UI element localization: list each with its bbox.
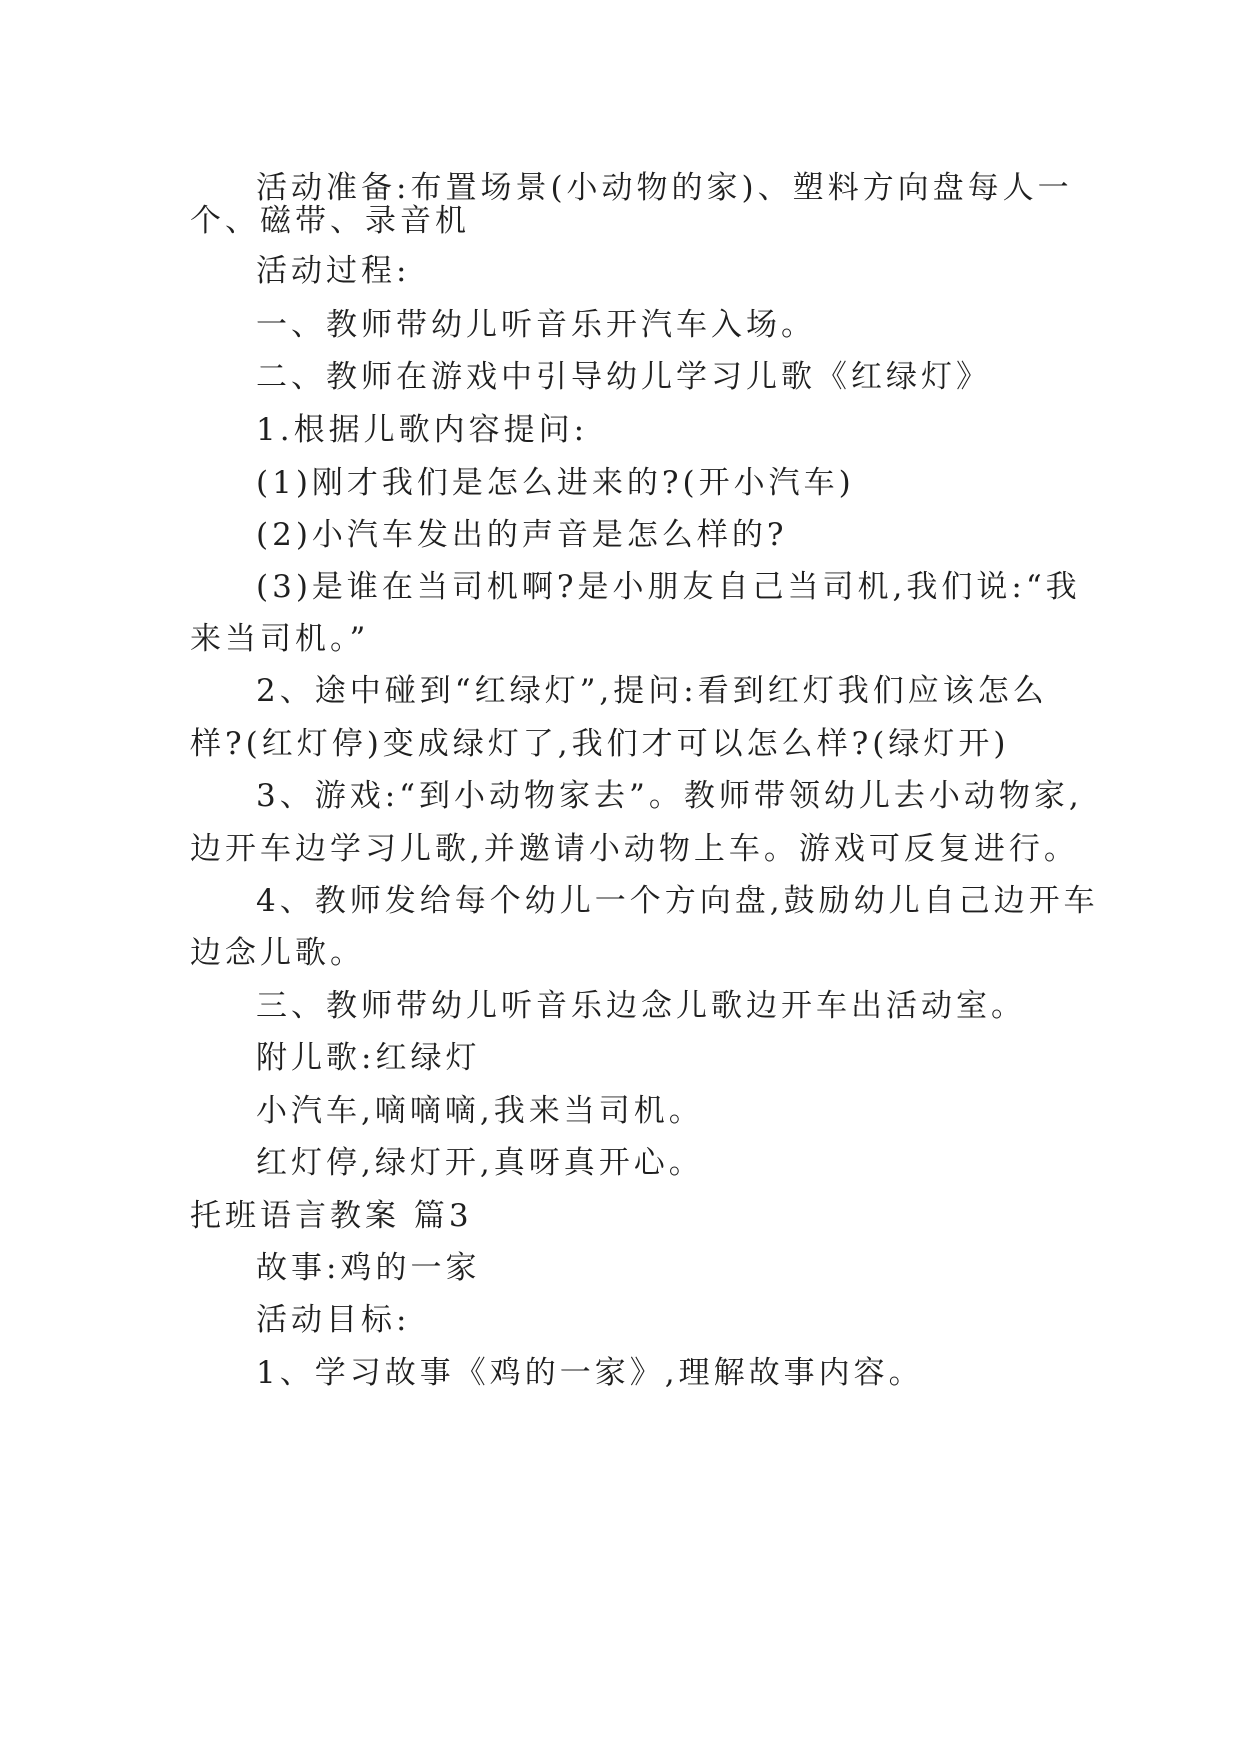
paragraph-line: 一、教师带幼儿听音乐开汽车入场。 [256,307,816,343]
paragraph-line: 活动准备:布置场景(小动物的家)、塑料方向盘每人一 [256,170,1073,206]
paragraph-line: (1)刚才我们是怎么进来的?(开小汽车) [256,465,855,501]
paragraph-line: 附儿歌:红绿灯 [256,1040,481,1076]
paragraph-line: 4、教师发给每个幼儿一个方向盘,鼓励幼儿自己边开车 [256,883,1099,919]
paragraph-line: 样?(红灯停)变成绿灯了,我们才可以怎么样?(绿灯开) [190,726,1010,762]
paragraph-line: 活动过程: [256,253,411,289]
paragraph-line: (3)是谁在当司机啊?是小朋友自己当司机,我们说:“我 [256,569,1081,605]
paragraph-line: 二、教师在游戏中引导幼儿学习儿歌《红绿灯》 [256,359,991,395]
paragraph-line: 1.根据儿歌内容提问: [256,412,589,448]
paragraph-line: 三、教师带幼儿听音乐边念儿歌边开车出活动室。 [256,988,1026,1024]
paragraph-line: 来当司机。” [190,621,370,657]
paragraph-line: 1、学习故事《鸡的一家》,理解故事内容。 [256,1355,924,1391]
paragraph-line: 红灯停,绿灯开,真呀真开心。 [256,1145,704,1181]
paragraph-line: (2)小汽车发出的声音是怎么样的? [256,517,788,553]
paragraph-line: 3、游戏:“到小动物家去”。教师带领幼儿去小动物家, [256,778,1083,814]
paragraph-line: 小汽车,嘀嘀嘀,我来当司机。 [256,1093,704,1129]
paragraph-line: 2、途中碰到“红绿灯”,提问:看到红灯我们应该怎么 [256,673,1048,709]
paragraph-line: 边念儿歌。 [190,935,365,971]
paragraph-line: 个、磁带、录音机 [190,203,470,239]
paragraph-line: 边开车边学习儿歌,并邀请小动物上车。游戏可反复进行。 [190,831,1079,867]
section-heading: 托班语言教案 篇3 [190,1198,473,1234]
paragraph-line: 活动目标: [256,1302,411,1338]
paragraph-line: 故事:鸡的一家 [256,1250,481,1286]
